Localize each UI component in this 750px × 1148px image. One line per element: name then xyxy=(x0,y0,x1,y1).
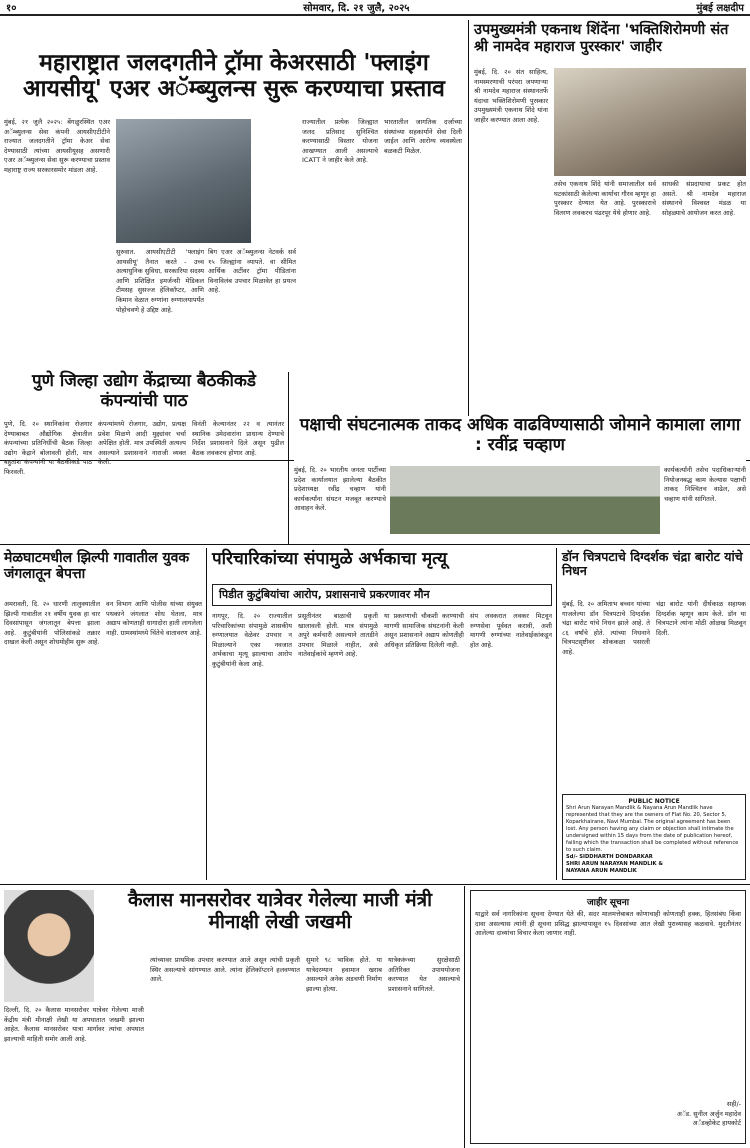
story7-col2: चंद्रा बारोट यांनी दीर्घकाळ सहायक दिग्दर्शक म्हणून काम केले. डॉन या चित्रपटाने त्यांना मोठी ओळख मिळवून दिली. xyxy=(656,600,749,637)
story2-col3: साधकी संप्रदायाचा प्रकट होत असते. श्री नामदेव महाराज संस्थानचे विश्वस्त मंडळ या सोहळ्याचे आयोजन करत आहे. xyxy=(662,180,749,217)
story1-col1: मुंबई, २१ जुलै २०२५: बेंगळुरस्थित एअर अॅम्ब्युलन्स सेवा कंपनी आयसीएटीटीने राज्यात जलदगतीने ट्रॉमा केअर सेवा देण्यासाठी त्यांच्या आयसीयूसह असणारी एअर अॅम्ब्युलन्स सेवा सुरू करण्याचा प्रस्ताव महाराष्ट्र राज्य सरकारसमोर मांडला आहे. xyxy=(4,118,113,174)
story1-headline: महाराष्ट्रात जलदगतीने ट्रॉमा केअरसाठी 'फ्लाइंग आयसीयू' एअर अॅम्ब्युलन्स सुरू करण्याचा प्रस्ताव xyxy=(23,50,445,103)
story5-col1: अमरावती, दि. २० धारणी तालुक्यातील झिल्पी गावातील २१ वर्षीय युवक हा चार दिवसांपासून जंगलातून बेपत्ता झाला आहे. कुटुंबीयांनी पोलिसांकडे तक्रार दाखल केली असून शोधमोहीम सुरू आहे. xyxy=(4,600,103,647)
story3-headline: पुणे जिल्हा उद्योग केंद्राच्या बैठकीकडे कंपन्यांची पाठ xyxy=(4,372,284,418)
story7-headline: डॉन चित्रपटाचे दिग्दर्शक चंद्रा बारोट यांचे निधन xyxy=(562,549,743,579)
story6-col3: या प्रकरणाची चौकशी करण्याची मागणी सामाजिक संघटनांनी केली असून प्रशासनाने अद्याप कोणतीही अधिकृत प्रतिक्रिया दिलेली नाही. xyxy=(384,612,467,649)
story6-col1: नागपूर, दि. २० राज्यातील परिचारिकांच्या संपामुळे शासकीय रुग्णालयात वेळेवर उपचार न मिळाल्याने एका नवजात अर्भकाचा मृत्यू झाल्याचा आरोप कुटुंबीयांनी केला आहे. xyxy=(212,612,295,668)
legal-notice-title: जाहीर सूचना xyxy=(586,898,630,908)
legal-notice-signature: सही/- अॅड. सुनील अर्जुन महादेव अॅडव्होकेट हायकोर्ट xyxy=(676,1100,741,1128)
legal-notice-body: याद्वारे सर्व नागरिकांना सूचना देण्यात येते की, सदर मालमत्तेबाबत कोणाचाही कोणताही हक्क, हितसंबंध किंवा दावा असल्यास त्यांनी ही सूचना प्रसिद्ध झाल्यापासून १५ दिवसांच्या आत लेखी पुराव्यासह कळवावे. मुदतीनंतर आलेल्या दाव्यांचा विचार केला जाणार नाही. xyxy=(475,910,744,938)
story8-photo-portrait xyxy=(4,890,94,1002)
story6-col4: संप लवकरात लवकर मिटवून रुग्णसेवा पूर्ववत करावी, अशी मागणी रुग्णांच्या नातेवाईकांकडून होत आहे. xyxy=(470,612,555,649)
story5-col2: वन विभाग आणि पोलीस यांच्या संयुक्त पथकाने जंगलात शोध घेतला, मात्र अद्याप कोणताही धागादोरा हाती लागलेला नाही. ग्रामस्थांमध्ये चिंतेचे वातावरण आहे. xyxy=(106,600,205,637)
story2-headline: उपमुख्यमंत्री एकनाथ शिंदेंना 'भक्तिशिरोमणी संत श्री नामदेव महाराज पुरस्कार' जाहीर xyxy=(474,22,729,55)
story8-col2: त्यांच्यावर प्राथमिक उपचार करण्यात आले असून त्यांची प्रकृती स्थिर असल्याचे सांगण्यात आले. त्यांना हेलिकॉप्टरने हलवण्यात आले. xyxy=(150,956,303,984)
story8-headline: कैलास मानसरोवर यात्रेवर गेलेल्या माजी मंत्री मीनाक्षी लेखी जखमी xyxy=(127,889,433,933)
story4-photo-meeting xyxy=(390,466,660,534)
legal-notice-box xyxy=(470,890,746,1144)
story6-subhead: पिडीत कुटुंबियांचा आरोप, प्रशासनाचे प्रकरणावर मौन xyxy=(212,584,552,606)
story3-col1: पुणे, दि. २० स्थानिकांना रोजगार देण्याबाबत औद्योगिक क्षेत्रातील कंपन्यांच्या प्रतिनिधींची बैठक जिल्हा उद्योग केंद्राने बोलावली होती, मात्र बहुतांश कंपन्यांनी या बैठकीकडे पाठ फिरवली. xyxy=(4,420,95,476)
story6-headline: परिचारिकांच्या संपामुळे अर्भकाचा मृत्यू xyxy=(212,549,447,569)
date-line: सोमवार, दि. २१ जुलै, २०२५ xyxy=(303,3,410,14)
story3-col2: कंपन्यांमध्ये रोजगार, उद्योग, प्रत्यक्ष प्रवेश मिळणे आदी मुद्द्यांवर चर्चा अपेक्षित होती. मात्र उपस्थिती अत्यल्प असल्याने प्रशासनाने नाराजी व्यक्त केली. xyxy=(98,420,189,467)
story4-headline: पक्षाची संघटनात्मक ताकद अधिक वाढविण्यासाठी जोमाने कामाला लागा : रवींद्र चव्हाण xyxy=(294,416,746,464)
story1-col2: सुरुवात. आयसीएटीटी 'फ्लाइंग आयसीयू' तैनात करते - उच्च अत्याधुनिक सुविधा, सरकारिया सदस्य आणि प्रशिक्षित इमर्जन्सी मेडिकल टीमसह सुसज्ज हेलिकॉप्टर, आणि किमान वेळात रुग्णांना रुग्णालयापर्यंत पोहोचवणे हे उद्दिष्ट आहे. xyxy=(116,248,207,314)
story2-photo-award xyxy=(554,68,746,176)
paper-name: मुंबई लक्षदीप xyxy=(696,3,744,14)
story4-col6: कार्यकर्त्यांनी तसेच पदाधिकाऱ्यांनी नियोजनबद्ध काम केल्यास पक्षाची ताकद निश्चितच वाढेल, असे चव्हाण यांनी सांगितले. xyxy=(664,466,749,503)
story8-col3: सुमारे ९८ भाविक होते. या यात्रेदरम्यान हवामान खराब असल्याने अनेक अडचणी निर्माण झाल्या होत्या. xyxy=(306,956,385,993)
story1-col3: बिग एअर अॅम्ब्युलन्स नेटवर्क सर्व १५ जिल्ह्यांना व्यापते. वा सीमित आर्थिक अटींवर ट्रॉमा पीडितांना विनाविलंब उपचार मिळावेत हा प्रयत्न आहे. xyxy=(208,248,299,295)
story6-col2: प्रसूतीनंतर बाळाची प्रकृती खालावली होती. मात्र संपामुळे अपुरे कर्मचारी असल्याने तातडीने उपचार मिळाले नाहीत, असे नातेवाईकांचे म्हणणे आहे. xyxy=(298,612,381,659)
public-notice-box xyxy=(562,794,746,880)
story4-col1: मुंबई, दि. २० भारतीय जनता पार्टीच्या प्रदेश कार्यालयात झालेल्या बैठकीत प्रदेशाध्यक्ष रवींद्र चव्हाण यांनी कार्यकर्त्यांना संघटन मजबूत करण्याचे आवाहन केले. xyxy=(294,466,389,513)
story3-col3: विनंती केल्यानंतर २२ व त्यानंतर स्थानिक उमेदवारांना प्राधान्य देण्याचे निर्देश प्रशासनाने दिले असून पुढील बैठक लवकरच होणार आहे. xyxy=(192,420,287,457)
story1-photo-helicopter xyxy=(116,119,251,243)
story8-col4: यात्रेकरूंच्या सुरक्षेसाठी अतिरिक्त उपाययोजना करण्यात येत असल्याचे प्रशासनाने सांगितले. xyxy=(388,956,463,993)
story1-col4: राज्यातील प्रत्येक जिल्ह्यात जलद प्रतिसाद सुनिश्चित करण्यासाठी विस्तार योजना आखण्यात आली असल्याचे ICATT ने जाहीर केले आहे. xyxy=(302,118,381,165)
story2-col2: तसेच एकनाथ शिंदे यांनी समाजातील सर्व घटकांसाठी केलेल्या कार्याचा गौरव म्हणून हा पुरस्कार देण्यात येत आहे. पुरस्काराचे वितरण लवकरच पंढरपूर येथे होणार आहे. xyxy=(554,180,659,217)
story1-col5: भारतातील जागतिक दर्जाच्या संस्थांच्या सहकार्याने सेवा दिली जाईल आणि आरोग्य व्यवस्थेला बळकटी मिळेल. xyxy=(384,118,465,155)
page-number: १० xyxy=(6,3,17,14)
page-folio xyxy=(0,0,750,16)
story5-headline: मेळघाटमधील झिल्पी गावातील युवक जंगलातून बेपत्ता xyxy=(4,550,190,583)
story2-col1: मुंबई, दि. २० संत साहित्य, नामस्मरणाची परंपरा जपणाऱ्या श्री नामदेव महाराज संस्थानतर्फे यंदाचा भक्तिशिरोमणी पुरस्कार उपमुख्यमंत्री एकनाथ शिंदे यांना जाहीर करण्यात आला आहे. xyxy=(474,68,551,124)
story7-col1: मुंबई, दि. २० अमिताभ बच्चन यांच्या गाजलेल्या डॉन चित्रपटाचे दिग्दर्शक चंद्रा बारोट यांचे निधन झाले आहे. ते ८६ वर्षांचे होते. त्यांच्या निधनाने चित्रपटसृष्टीवर शोककळा पसरली आहे. xyxy=(562,600,653,656)
public-notice-signature: Sd/- SIDDHARTH DONDARKAR SHRI ARUN NARAYAN MANDLIK & NAYANA ARUN MANDLIK xyxy=(566,854,663,874)
public-notice-title: PUBLIC NOTICE xyxy=(628,798,680,805)
story8-col1: दिल्ली, दि. २० कैलास मानसरोवर यात्रेवर गेलेल्या माजी केंद्रीय मंत्री मीनाक्षी लेखी या अपघातात जखमी झाल्या आहेत. कैलास मानसरोवर यात्रा मार्गावर त्यांचा अपघात झाल्याची माहिती समोर आली आहे. xyxy=(4,1006,147,1043)
public-notice-body: Shri Arun Narayan Mandlik & Nayana Arun Mandlik have represented that they are the owners of Flat No. 20, Sector 5, Koparkhairane, Navi Mumbai. The original agreement has been lost. Any person having any claim or objection shall intimate the undersigned within 15 days from the date of publication hereof, failing which the transaction shall be completed without reference to such claim. xyxy=(566,805,741,853)
